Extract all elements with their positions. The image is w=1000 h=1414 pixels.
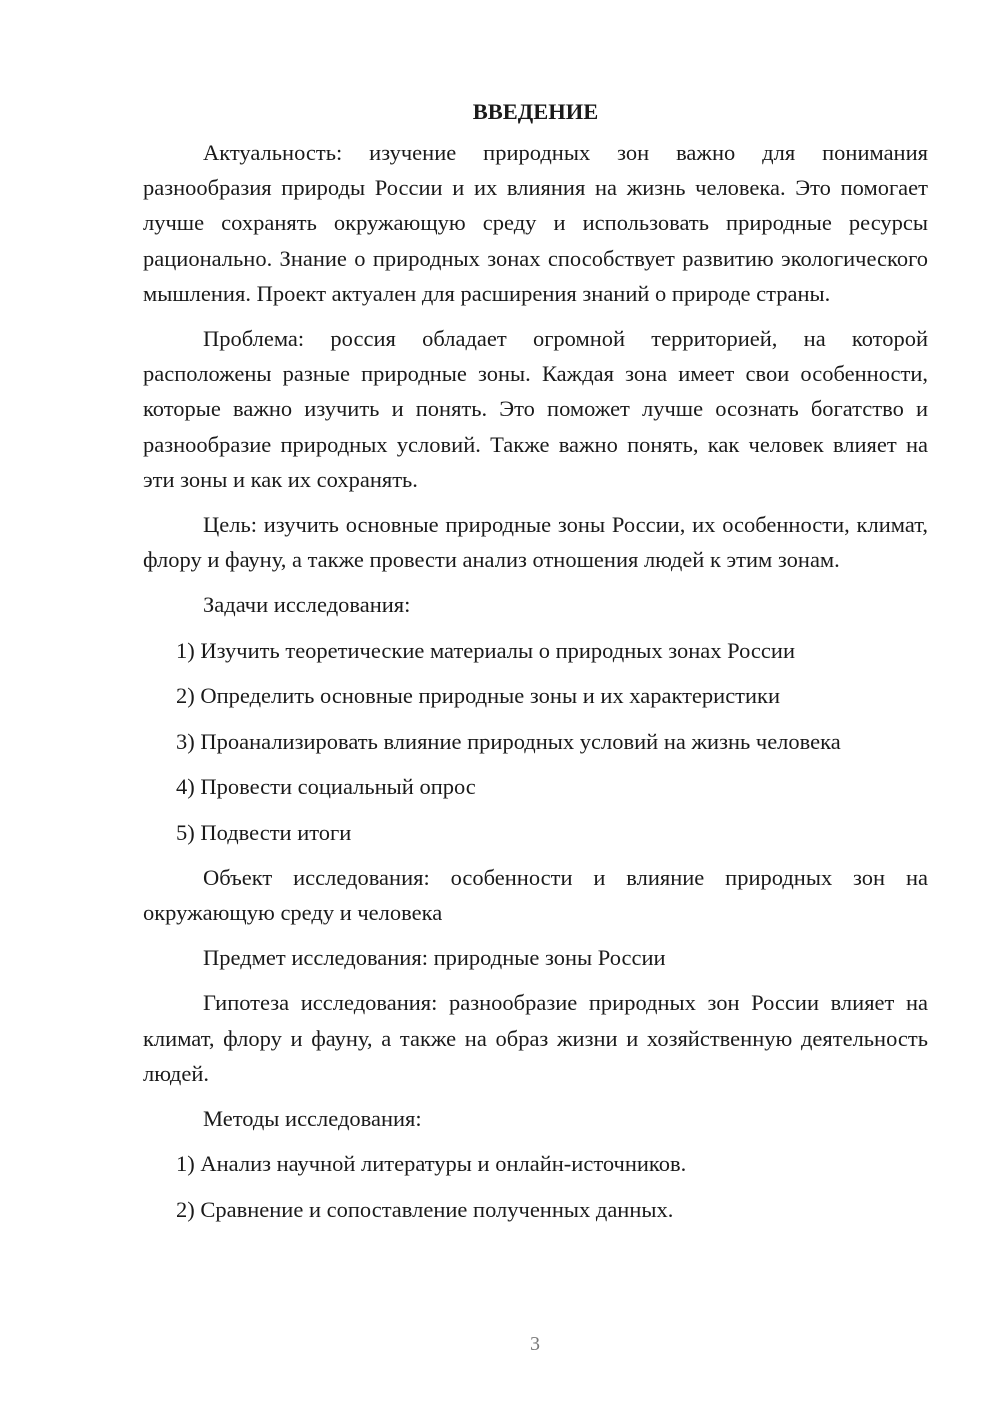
object-paragraph: Объект исследования: особенности и влияние природных зон на окружающую среду и человека	[143, 864, 928, 926]
task-item: 3) Проанализировать влияние природных условий на жизнь человека	[176, 728, 841, 754]
relevance-paragraph: Актуальность: изучение природных зон важно для понимания разнообразия природы России и их влияния на жизнь человека. Это помогает лучше сохранять окружающую среду и использовать природные ресурсы рационально. Знание о природных зонах способствует развитию экологического мышления. Проект актуален для расширения знаний о природе страны.	[143, 140, 928, 306]
hypothesis-paragraph: Гипотеза исследования: разнообразие природных зон России влияет на климат, флору и фауну, а также на образ жизни и хозяйственную деятельность людей.	[143, 990, 928, 1086]
method-item: 1) Анализ научной литературы и онлайн-источников.	[176, 1151, 687, 1177]
task-item: 1) Изучить теоретические материалы о природных зонах России	[176, 637, 795, 663]
task-item: 2) Определить основные природные зоны и их характеристики	[176, 683, 781, 709]
goal-paragraph: Цель: изучить основные природные зоны России, их особенности, климат, флору и фауну, а также провести анализ отношения людей к этим зонам.	[143, 512, 928, 573]
tasks-list	[143, 633, 928, 850]
page-number: 3	[530, 1333, 540, 1355]
page-content	[143, 94, 928, 1237]
task-item: 4) Провести социальный опрос	[176, 774, 476, 800]
subject-paragraph: Предмет исследования: природные зоны России	[203, 945, 666, 971]
problem-paragraph: Проблема: россия обладает огромной территорией, на которой расположены разные природные зоны. Каждая зона имеет свои особенности, которые важно изучить и понять. Это поможет лучше осознать богатство и разнообразие природных условий. Также важно понять, как человек влияет на эти зоны и как их сохранять.	[143, 326, 928, 492]
method-item: 2) Сравнение и сопоставление полученных данных.	[176, 1196, 674, 1222]
methods-heading: Методы исследования:	[203, 1106, 422, 1132]
methods-list	[143, 1146, 928, 1227]
section-title: ВВЕДЕНИЕ	[472, 99, 599, 124]
task-item: 5) Подвести итоги	[176, 819, 352, 845]
tasks-heading: Задачи исследования:	[203, 592, 411, 618]
